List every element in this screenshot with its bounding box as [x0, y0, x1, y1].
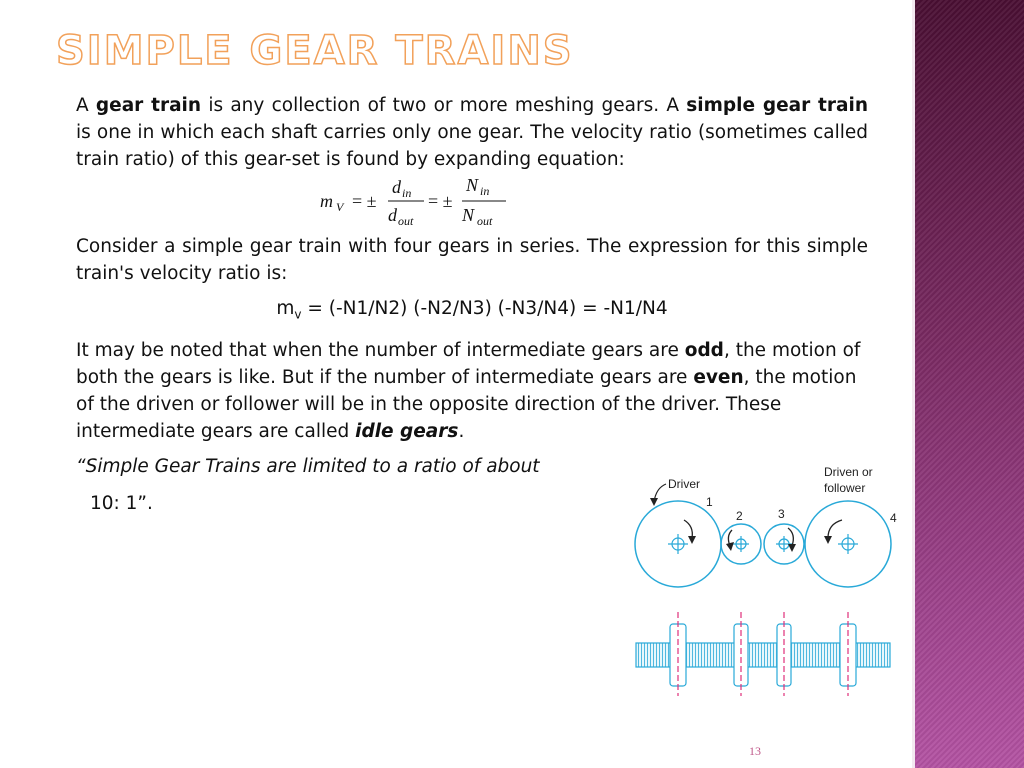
formula-sub: v — [294, 307, 302, 322]
page-number: 13 — [749, 744, 761, 758]
gear-train-diagram — [628, 462, 898, 702]
paragraph-four-gears: Consider a simple gear train with four gears in series. The expression for this simple train's velocity ratio is: — [76, 236, 868, 284]
eq-equals-pm-1: = ± — [352, 191, 377, 211]
eq-num2-sub: in — [480, 184, 490, 198]
eq-den1-sub: out — [398, 214, 414, 228]
paragraph-definition — [76, 92, 868, 173]
quote-line-2: 10: 1”. — [90, 492, 153, 514]
text: It may be noted that when the number of intermediate gears are — [76, 339, 685, 361]
gear-number-1: 1 — [706, 495, 713, 509]
eq-den2: N — [462, 205, 475, 225]
formula-rest: = (-N1/N2) (-N2/N3) (-N3/N4) = -N1/N4 — [301, 298, 668, 319]
label-driver: Driver — [668, 477, 700, 491]
paragraph-idle-gears — [76, 337, 868, 445]
equation-graphic — [316, 169, 516, 233]
term-odd: odd — [684, 339, 724, 361]
term-gear-train: gear train — [95, 95, 202, 116]
eq-den1: d — [388, 205, 397, 225]
rotation-arrowhead-2 — [726, 542, 734, 551]
rotation-arrow-4 — [828, 520, 842, 538]
eq-num2: N — [466, 175, 479, 195]
label-driven-line-2: follower — [824, 481, 866, 495]
gear-side-view — [636, 612, 890, 696]
rotation-arrowhead-4 — [824, 536, 832, 544]
eq-den2-sub: out — [477, 214, 493, 228]
term-simple-gear-train: simple gear train — [686, 95, 868, 116]
gear-number-3: 3 — [778, 507, 785, 521]
text: is one in which each shaft carries only one gear. The velocity ratio (sometimes called train ratio) of this gear-set is found by expanding equation: — [76, 122, 868, 170]
gear-number-2: 2 — [736, 509, 743, 523]
rotation-arrowhead-3 — [788, 544, 796, 552]
term-even: even — [693, 366, 744, 388]
driver-pointer-arrowhead — [650, 498, 658, 506]
gear-number-4: 4 — [890, 511, 897, 525]
eq-num1: d — [392, 177, 401, 197]
quote-line-1: “Simple Gear Trains are limited to a ratio of about — [76, 455, 540, 477]
slide-body — [76, 92, 868, 517]
rotation-arrowhead-1 — [688, 536, 696, 544]
velocity-ratio-formula — [76, 295, 868, 329]
text: , the motion of both the gears is like. But if the number of intermediate gears are — [76, 339, 861, 388]
formula-m: m — [276, 298, 295, 319]
label-driven-line-1: Driven or — [824, 465, 873, 479]
eq-num1-sub: in — [402, 186, 412, 200]
eq-lhs-sub: V — [336, 200, 344, 214]
decorative-sidebar — [912, 0, 1024, 768]
velocity-ratio-equation — [76, 175, 868, 233]
eq-equals-pm-2: = ± — [428, 191, 453, 211]
term-idle-gears: idle gears — [355, 420, 459, 442]
text: , the motion of the driven or follower will be in the opposite direction of the driver. These intermediate gears are called — [76, 366, 857, 442]
slide-title: SIMPLE GEAR TRAINS — [56, 28, 574, 74]
text: is any collection of two or more meshing gears. A — [201, 95, 687, 116]
text: A — [76, 95, 96, 116]
eq-lhs: m — [320, 191, 333, 211]
rotation-arrow-1 — [684, 520, 692, 538]
text: . — [458, 420, 465, 442]
